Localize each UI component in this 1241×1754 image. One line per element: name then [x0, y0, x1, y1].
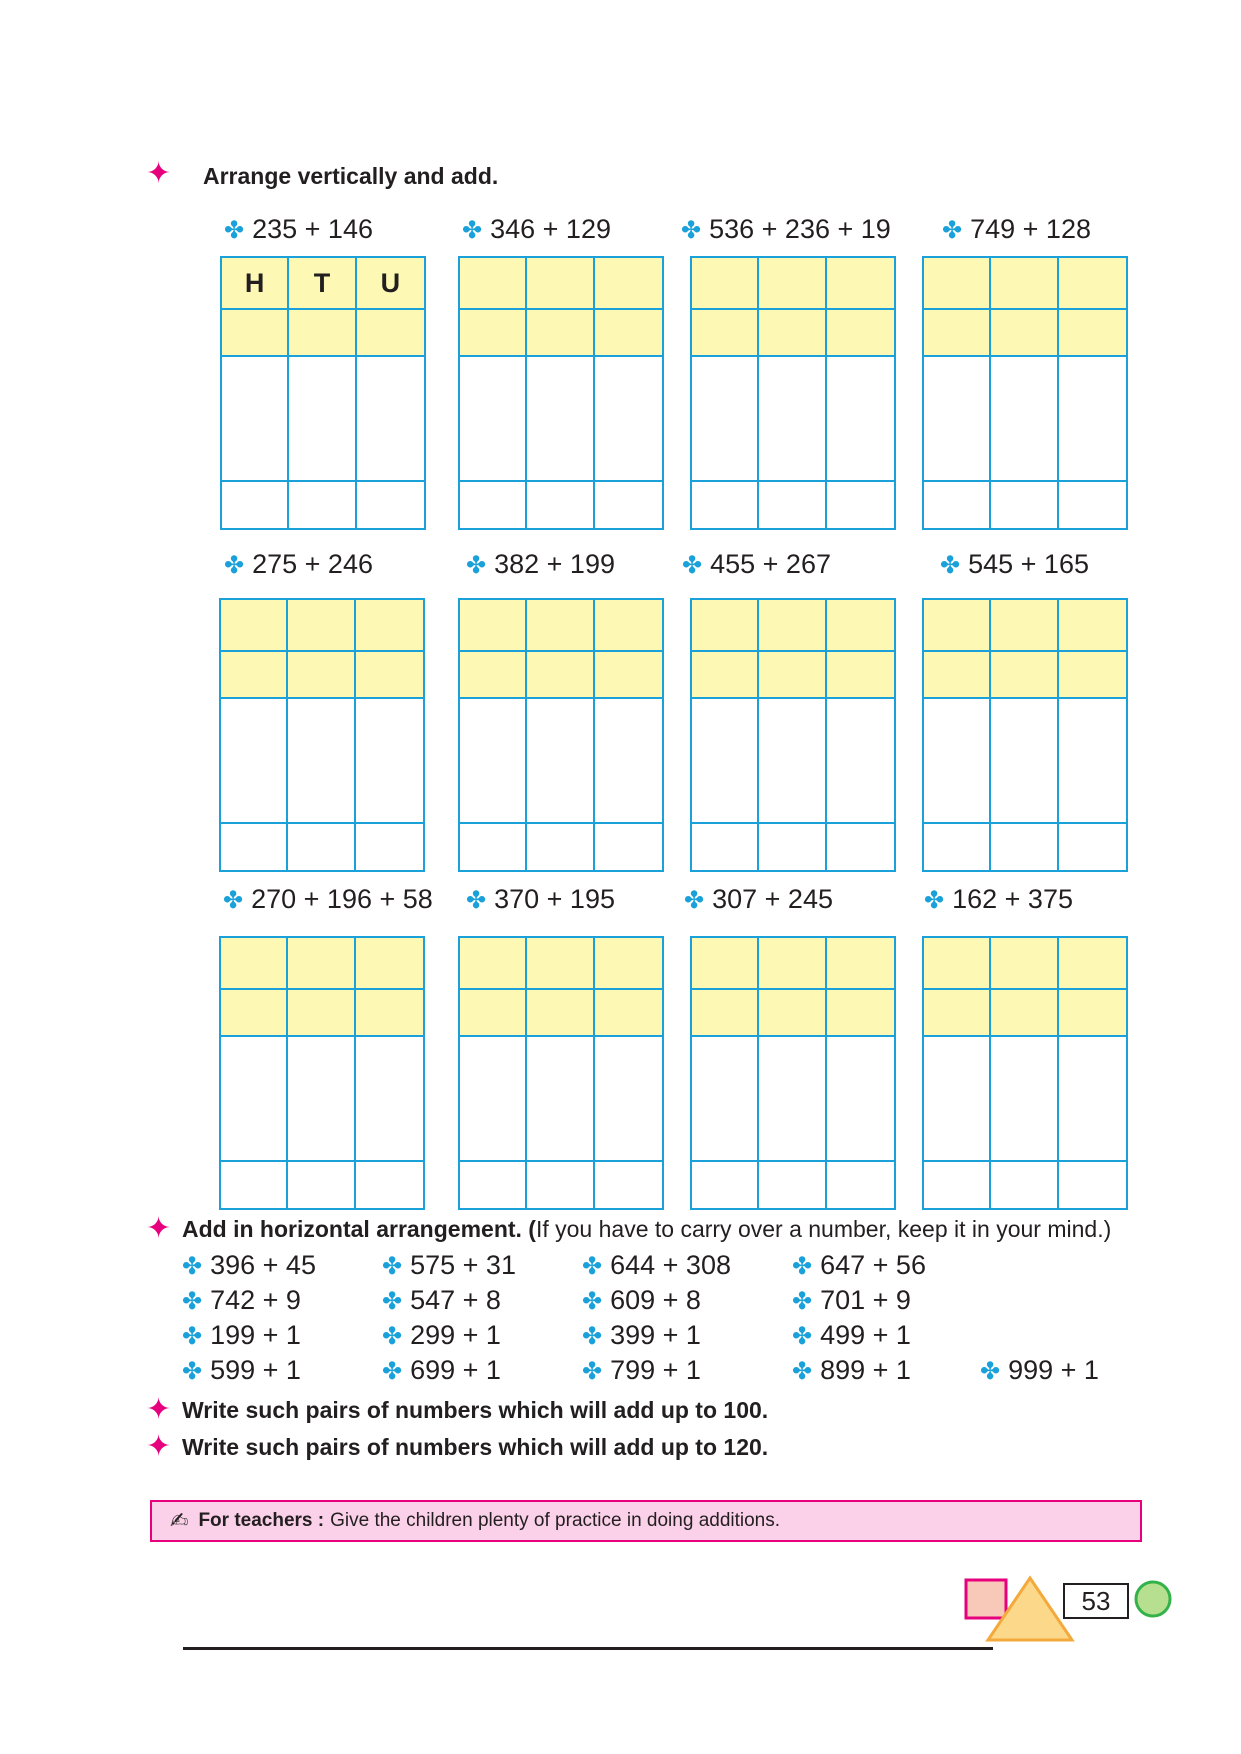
clover-bullet-icon: ✤	[382, 1288, 403, 1315]
star-bullet-icon: ✦	[146, 1393, 172, 1426]
teacher-note-text: Give the children plenty of practice in doing additions.	[330, 1510, 781, 1531]
star-bullet-icon: ✦	[146, 157, 172, 190]
problem-label: ✤ 275 + 246	[224, 549, 373, 579]
circle-shape-icon	[1136, 1582, 1170, 1616]
horizontal-problem: ✤ 799 + 1	[582, 1355, 701, 1385]
place-value-grid	[219, 936, 425, 1210]
clover-bullet-icon: ✤	[942, 217, 963, 244]
place-value-grid	[458, 936, 664, 1210]
clover-bullet-icon: ✤	[382, 1358, 403, 1385]
writing-hand-icon: ✍	[170, 1508, 189, 1533]
clover-bullet-icon: ✤	[924, 887, 945, 914]
clover-bullet-icon: ✤	[182, 1253, 203, 1280]
horizontal-problem: ✤ 396 + 45	[182, 1250, 316, 1280]
horizontal-problem: ✤ 575 + 31	[382, 1250, 516, 1280]
place-value-grid	[922, 936, 1128, 1210]
horizontal-problem: ✤ 999 + 1	[980, 1355, 1099, 1385]
horizontal-problem: ✤ 299 + 1	[382, 1320, 501, 1350]
clover-bullet-icon: ✤	[466, 552, 487, 579]
clover-bullet-icon: ✤	[582, 1358, 603, 1385]
clover-bullet-icon: ✤	[582, 1253, 603, 1280]
header-units: U	[357, 258, 424, 310]
horizontal-problem: ✤ 899 + 1	[792, 1355, 911, 1385]
horizontal-problem: ✤ 647 + 56	[792, 1250, 926, 1280]
star-bullet-icon: ✦	[146, 1430, 172, 1463]
star-bullet-icon: ✦	[146, 1212, 172, 1245]
clover-bullet-icon: ✤	[684, 887, 705, 914]
horizontal-problem: ✤ 399 + 1	[582, 1320, 701, 1350]
clover-bullet-icon: ✤	[582, 1288, 603, 1315]
problem-label: ✤ 270 + 196 + 58	[223, 884, 433, 914]
problem-label: ✤ 307 + 245	[684, 884, 833, 914]
square-shape-icon	[966, 1580, 1006, 1618]
page-number: 53	[1063, 1583, 1129, 1619]
problem-label: ✤ 235 + 146	[224, 214, 373, 244]
place-value-grid	[922, 256, 1128, 530]
clover-bullet-icon: ✤	[182, 1288, 203, 1315]
clover-bullet-icon: ✤	[224, 552, 245, 579]
problem-label: ✤ 455 + 267	[682, 549, 831, 579]
place-value-grid	[690, 598, 896, 872]
clover-bullet-icon: ✤	[223, 887, 244, 914]
problem-label: ✤ 382 + 199	[466, 549, 615, 579]
clover-bullet-icon: ✤	[182, 1323, 203, 1350]
horizontal-problem: ✤ 701 + 9	[792, 1285, 911, 1315]
teacher-note-label: For teachers :	[198, 1510, 325, 1531]
horizontal-problem: ✤ 609 + 8	[582, 1285, 701, 1315]
problem-label: ✤ 162 + 375	[924, 884, 1073, 914]
teacher-note-box	[150, 1500, 1142, 1542]
place-value-grid	[922, 598, 1128, 872]
horizontal-add-note: If you have to carry over a number, keep it in your mind.)	[535, 1216, 1112, 1242]
problem-label: ✤ 536 + 236 + 19	[681, 214, 891, 244]
clover-bullet-icon: ✤	[792, 1288, 813, 1315]
horizontal-problem: ✤ 199 + 1	[182, 1320, 301, 1350]
place-value-grid	[458, 598, 664, 872]
horizontal-problem: ✤ 644 + 308	[582, 1250, 731, 1280]
clover-bullet-icon: ✤	[382, 1323, 403, 1350]
place-value-grid	[690, 256, 896, 530]
clover-bullet-icon: ✤	[681, 217, 702, 244]
section-heading-vertical-add: Arrange vertically and add.	[203, 163, 499, 189]
horizontal-problem: ✤ 499 + 1	[792, 1320, 911, 1350]
problem-label: ✤ 749 + 128	[942, 214, 1091, 244]
place-value-grid	[690, 936, 896, 1210]
clover-bullet-icon: ✤	[792, 1358, 813, 1385]
place-value-grid	[219, 598, 425, 872]
horizontal-problem: ✤ 699 + 1	[382, 1355, 501, 1385]
clover-bullet-icon: ✤	[182, 1358, 203, 1385]
clover-bullet-icon: ✤	[940, 552, 961, 579]
header-hundreds: H	[222, 258, 289, 310]
clover-bullet-icon: ✤	[792, 1323, 813, 1350]
horizontal-problem: ✤ 547 + 8	[382, 1285, 501, 1315]
clover-bullet-icon: ✤	[980, 1358, 1001, 1385]
problem-label: ✤ 545 + 165	[940, 549, 1089, 579]
clover-bullet-icon: ✤	[382, 1253, 403, 1280]
section-heading-horizontal-add: Add in horizontal arrangement. (If you have to carry over a number, keep it in your mind.)	[182, 1216, 1112, 1242]
footer-divider	[183, 1647, 993, 1650]
clover-bullet-icon: ✤	[792, 1253, 813, 1280]
section-heading-pairs-100: Write such pairs of numbers which will add up to 100.	[182, 1397, 769, 1423]
clover-bullet-icon: ✤	[466, 887, 487, 914]
problem-label: ✤ 346 + 129	[462, 214, 611, 244]
clover-bullet-icon: ✤	[582, 1323, 603, 1350]
horizontal-problem: ✤ 742 + 9	[182, 1285, 301, 1315]
horizontal-problem: ✤ 599 + 1	[182, 1355, 301, 1385]
clover-bullet-icon: ✤	[682, 552, 703, 579]
problem-label: ✤ 370 + 195	[466, 884, 615, 914]
place-value-grid	[458, 256, 664, 530]
header-tens: T	[289, 258, 356, 310]
place-value-grid	[220, 256, 426, 530]
clover-bullet-icon: ✤	[224, 217, 245, 244]
clover-bullet-icon: ✤	[462, 217, 483, 244]
section-heading-pairs-120: Write such pairs of numbers which will add up to 120.	[182, 1434, 769, 1460]
